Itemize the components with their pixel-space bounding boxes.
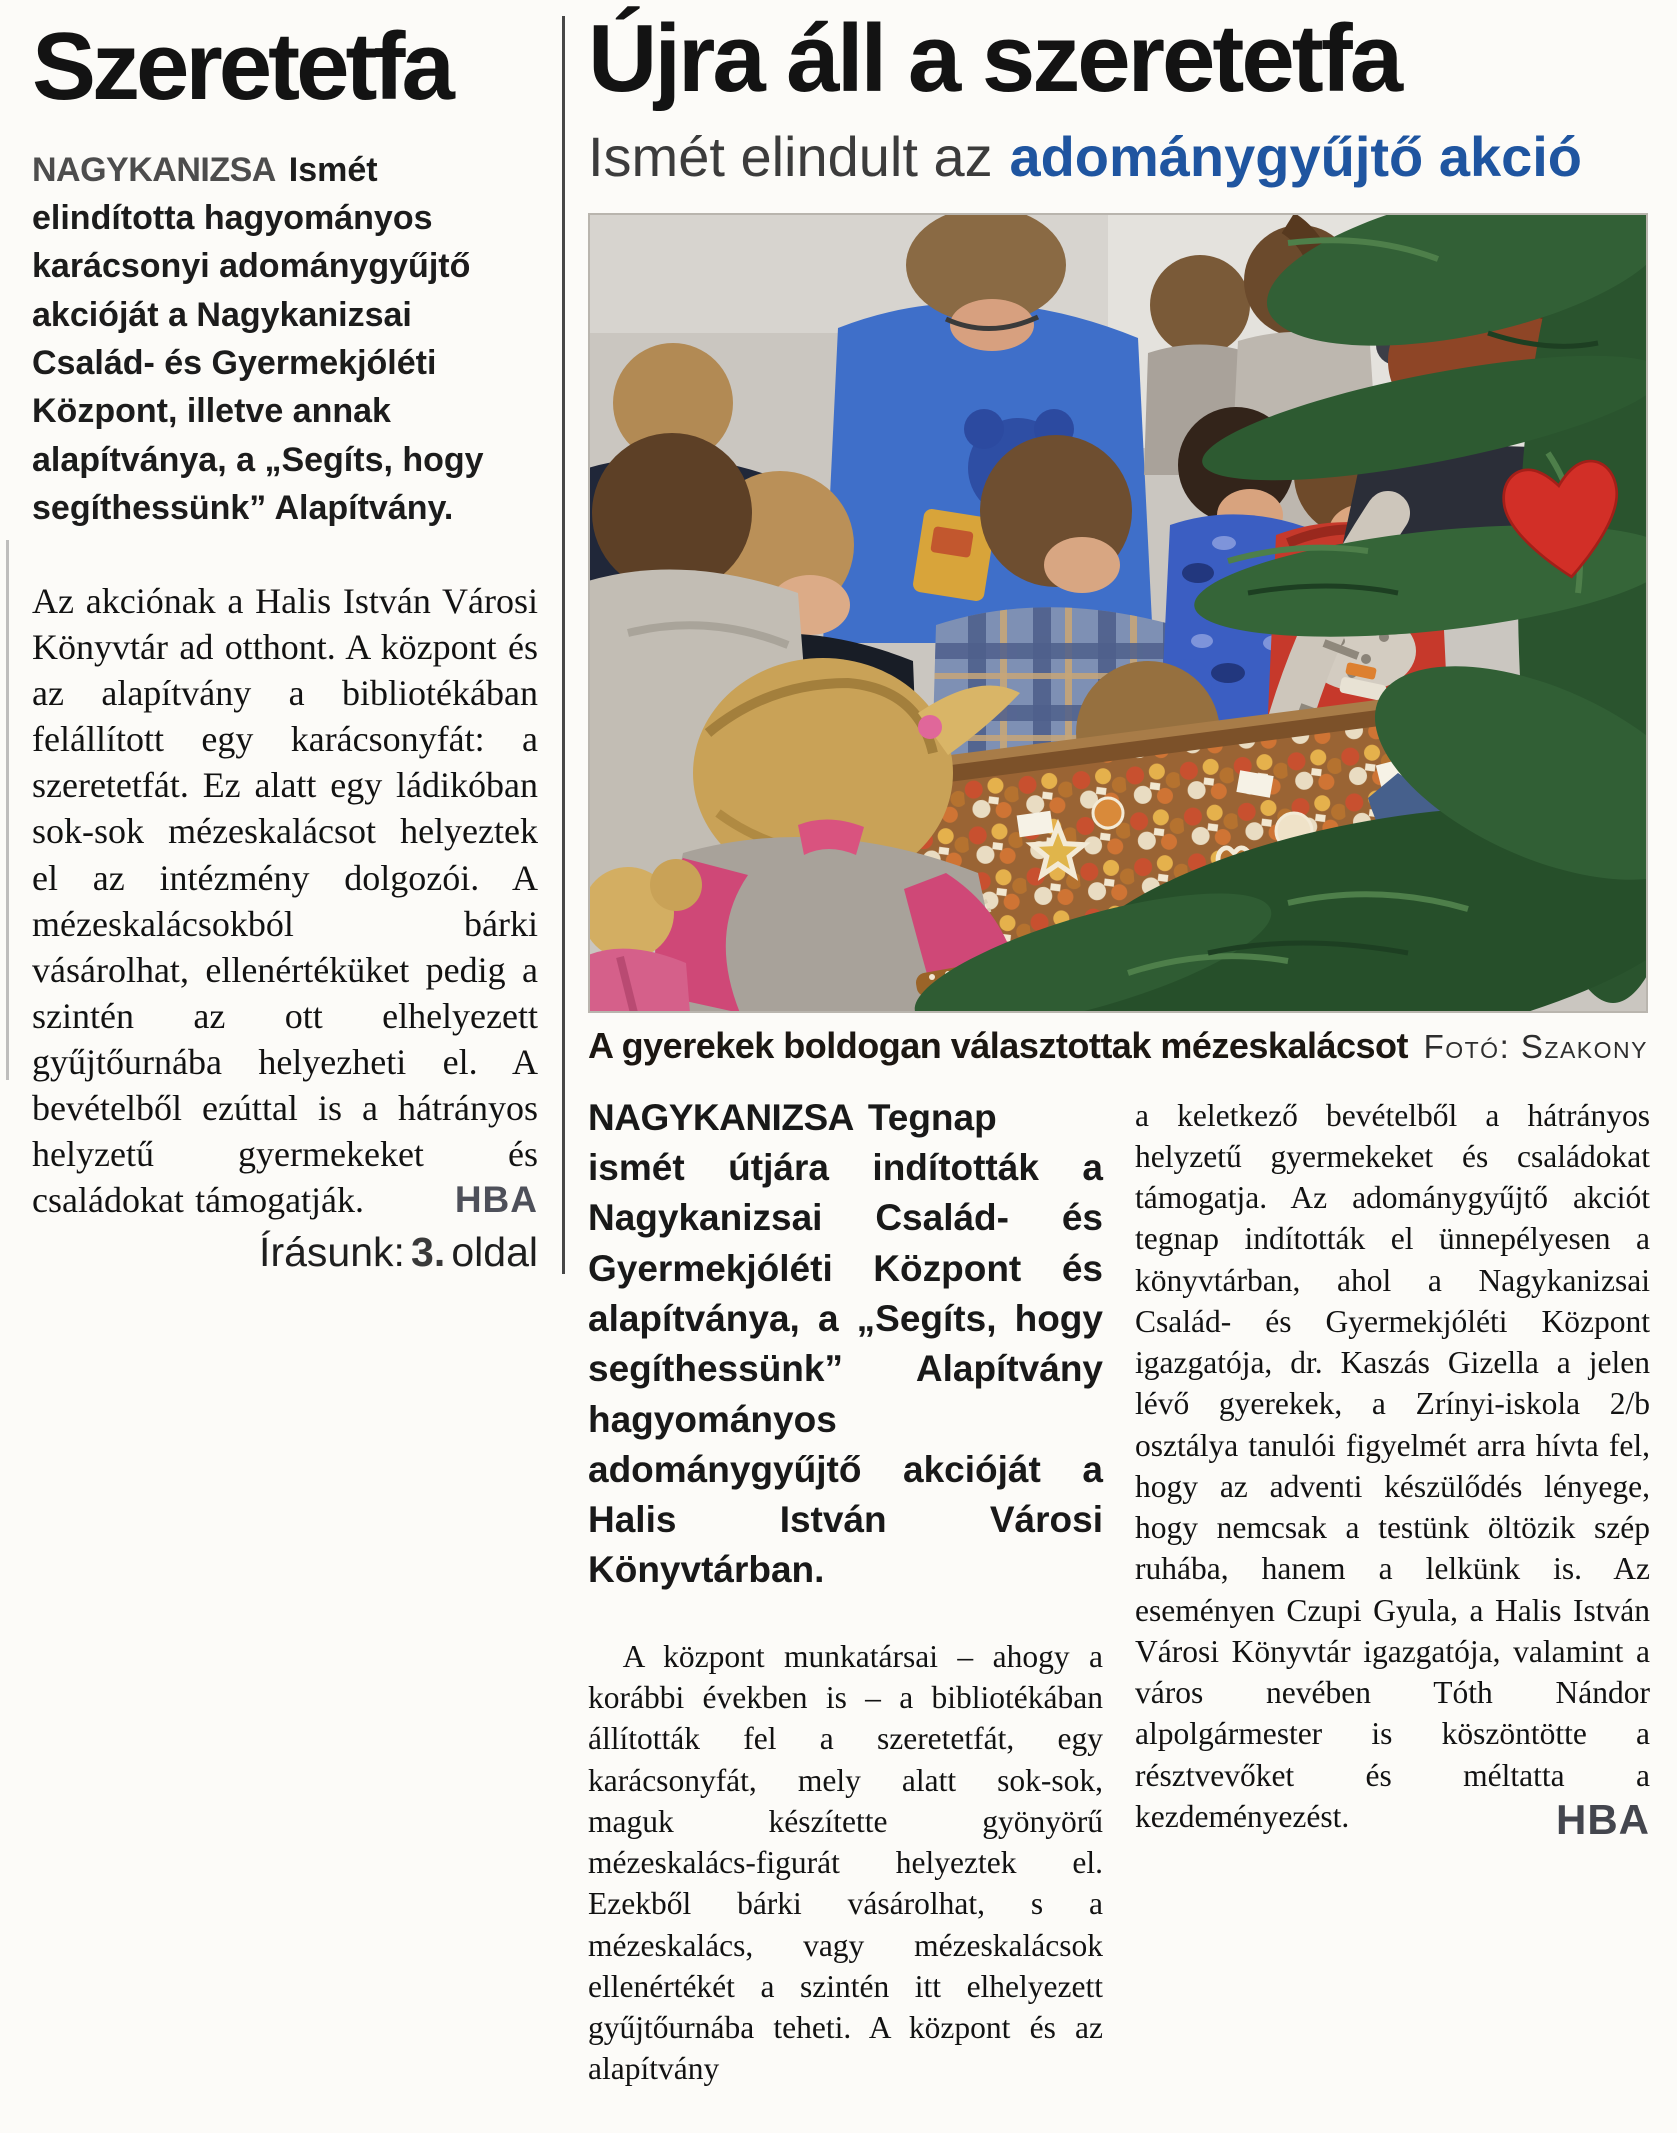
article-column-1 [588,1093,1103,2090]
article-columns [588,1093,1650,2090]
page-reference [32,1229,538,1276]
left-article-lead-text: Ismét elindította hagyományos karácsonyi adománygyűjtő akcióját a Nagykanizsai Család- és Gyermekjóléti Központ, illetve annak alapítványa, a „Segíts, hogy segíthessünk” Alapítvány. [32,150,484,527]
main-article-subtitle [588,126,1650,189]
refer-prefix: Írásunk: [259,1229,405,1276]
main-article-body-1: A központ munkatársai – ahogy a korábbi években is – a bibliotékában állították fel a szeretetfát, egy karácsonyfát, mely alatt sok-sok, maguk készítette gyönyörű mézeskalács-figurát helyeztek el. Ezekből bárki vásárolhat, s a mézeskalács, vagy mézeskalácsok ellenértékét a szintén itt elhelyezett gyűjtőurnába teheti. A központ és az alapítvány [588,1638,1103,2087]
refer-page-number: 3. [411,1229,446,1276]
photo-caption: A gyerekek boldogan választottak mézeskalácsot [588,1024,1409,1066]
main-article [588,5,1650,2090]
left-article-byline: HBA [454,1179,538,1221]
photo-caption-row [588,1025,1648,1067]
subtitle-accent: adománygyűjtő akció [1009,124,1583,188]
left-article-headline: Szeretetfa [32,13,451,120]
main-article-byline: HBA [1556,1796,1650,1844]
left-article [32,13,538,1276]
article-column-2 [1135,1093,1650,2090]
location-tag: NAGYKANIZSA [588,1096,854,1138]
scan-artifact-line [6,540,9,1080]
column-divider [562,16,565,1274]
photo-credit: Fotó: Szakony [1423,1027,1648,1065]
refer-suffix: oldal [451,1229,538,1276]
main-article-lead-text: Tegnap ismét útjára indították a Nagykanizsai Család- és Gyermekjóléti Központ és alapítványa, a „Segíts, hogy segíthessünk” Alapítvány hagyományos adománygyűjtő akcióját a Halis István Városi Könyvtárban. [588,1096,1103,1591]
article-photo [588,213,1648,1013]
photo-illustration [588,213,1648,1013]
subtitle-plain: Ismét elindult az [588,124,993,188]
left-article-body: Az akciónak a Halis István Városi Könyvtár ad otthont. A központ és az alapítvány a bibliotékában felállított egy karácsonyfát: a szeretetfát. Ez alatt egy ládikóban sok-sok mézeskalácsot helyeztek el az intézmény dolgozói. A mézeskalácsokból bárki vásárolhat, ellenértéküket pedig a szintén az ott elhelyezett gyűjtőurnába helyezheti el. A bevételből ezúttal is a hátrányos helyzetű gyermekeket és családokat támogatják. [32,581,538,1221]
main-article-body-2: a keletkező bevételből a hátrányos helyzetű gyermekeket és családokat támogatja. Az adománygyűjtő akciót tegnap indították el ünnepélyesen a könyvtárban, ahol a Nagykanizsai Család- és Gyermekjóléti Központ igazgatója, dr. Kaszás Gizella a jelen lévő gyerekek, a Zrínyi-iskola 2/b osztálya tanulói figyelmét arra hívta fel, hogy az adventi készülődés lényege, hogy nemcsak a testünk öltözik szép ruhába, hanem a lelkünk is. Az eseményen Czupi Gyula, a Halis István Városi Könyvtár igazgatója, valamint a város nevében Tóth Nándor alpolgármester is köszöntötte a résztvevőket és méltatta a kezdeményezést. [1135,1097,1650,1834]
location-tag: NAGYKANIZSA [32,150,276,189]
main-article-headline: Újra áll a szeretetfa [588,5,1401,112]
main-article-lead [588,1093,1103,1596]
left-article-lead [32,146,538,532]
